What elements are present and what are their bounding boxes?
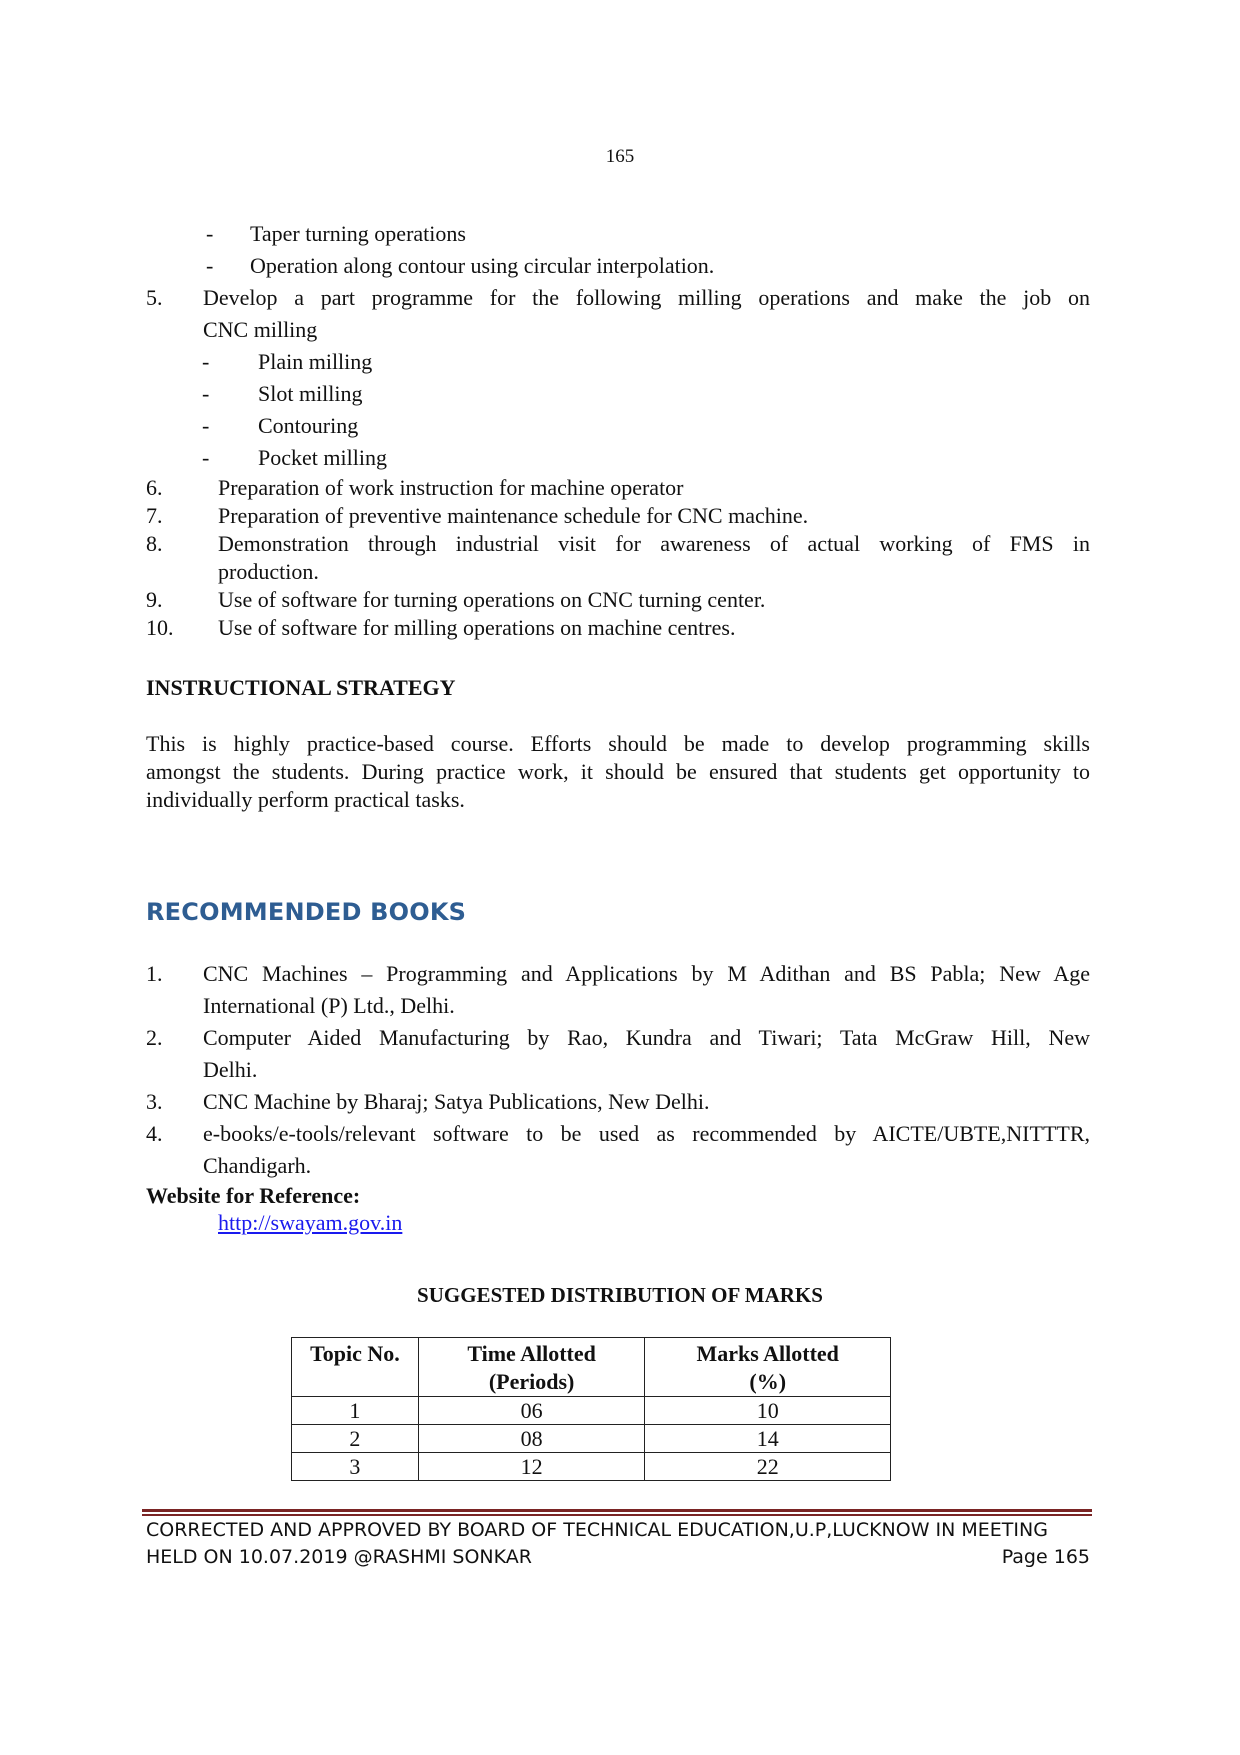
column-header-line: Time Allotted xyxy=(467,1341,596,1366)
website-link[interactable]: http://swayam.gov.in xyxy=(218,1210,403,1235)
list-item-text: Preparation of preventive maintenance schedule for CNC machine. xyxy=(218,503,809,528)
dash-item-text: Taper turning operations xyxy=(250,221,466,246)
list-item-5 xyxy=(146,282,1090,346)
dash-bullet: - xyxy=(206,221,214,246)
list-item-text: Demonstration through industrial visit for awareness of actual working of FMS in xyxy=(218,531,1090,556)
table-header-row xyxy=(292,1338,891,1397)
instructional-strategy-heading: INSTRUCTIONAL STRATEGY xyxy=(146,675,456,700)
numbered-list xyxy=(146,474,1090,642)
list-number: 4. xyxy=(146,1121,163,1146)
book-item xyxy=(146,1022,1090,1086)
book-text-cont: Chandigarh. xyxy=(203,1153,312,1178)
list-item xyxy=(146,530,1090,586)
table-cell: 08 xyxy=(418,1425,645,1453)
list-item-text: Use of software for turning operations on CNC turning center. xyxy=(218,587,766,612)
paragraph-line: individually perform practical tasks. xyxy=(146,787,465,812)
table-cell: 22 xyxy=(645,1453,891,1481)
list-item-text: Use of software for milling operations on machine centres. xyxy=(218,615,736,640)
column-header-line: Marks Allotted xyxy=(696,1341,839,1366)
table-cell: 2 xyxy=(292,1425,419,1453)
dash-item xyxy=(146,250,1090,282)
list-item xyxy=(146,614,1090,642)
book-item xyxy=(146,1118,1090,1182)
list-number: 3. xyxy=(146,1089,163,1114)
website-heading: Website for Reference: xyxy=(146,1183,361,1208)
list-number: 1. xyxy=(146,961,163,986)
list-number: 2. xyxy=(146,1025,163,1050)
list-number: 8. xyxy=(146,531,163,556)
list-item xyxy=(146,502,1090,530)
marks-table-title: SUGGESTED DISTRIBUTION OF MARKS xyxy=(417,1283,823,1307)
list-number: 9. xyxy=(146,587,163,612)
table-row xyxy=(292,1397,891,1425)
column-header xyxy=(418,1338,645,1397)
list-item-text-cont: CNC milling xyxy=(203,317,318,342)
dash-bullet: - xyxy=(202,349,210,374)
list-item xyxy=(146,474,1090,502)
footer-divider xyxy=(142,1509,1092,1512)
dash-bullet: - xyxy=(202,413,210,438)
column-header xyxy=(292,1338,419,1397)
list-number: 7. xyxy=(146,503,163,528)
sub-item xyxy=(146,442,1090,474)
sub-item-text: Pocket milling xyxy=(258,445,387,470)
table-cell: 10 xyxy=(645,1397,891,1425)
dash-bullet: - xyxy=(202,445,210,470)
book-text: e-books/e-tools/relevant software to be used as recommended by AICTE/UBTE,NITTTR, xyxy=(203,1121,1090,1146)
table-cell: 14 xyxy=(645,1425,891,1453)
instructional-paragraph xyxy=(146,730,1090,814)
sub-item-text: Slot milling xyxy=(258,381,363,406)
table-cell: 1 xyxy=(292,1397,419,1425)
column-header xyxy=(645,1338,891,1397)
marks-table xyxy=(291,1337,891,1481)
table-row xyxy=(292,1425,891,1453)
books-list xyxy=(146,958,1090,1182)
sub-item xyxy=(146,410,1090,442)
list-item-text: Develop a part programme for the following milling operations and make the job on xyxy=(203,285,1090,310)
sub-item-text: Plain milling xyxy=(258,349,373,374)
table-cell: 12 xyxy=(418,1453,645,1481)
footer-line: HELD ON 10.07.2019 @RASHMI SONKAR xyxy=(146,1546,532,1568)
dash-item xyxy=(146,218,1090,250)
book-text-cont: Delhi. xyxy=(203,1057,258,1082)
sub-item xyxy=(146,378,1090,410)
list-item xyxy=(146,586,1090,614)
book-text: Computer Aided Manufacturing by Rao, Kundra and Tiwari; Tata McGraw Hill, New xyxy=(203,1025,1090,1050)
list-number: 5. xyxy=(146,285,163,310)
book-text: CNC Machine by Bharaj; Satya Publications, New Delhi. xyxy=(203,1089,710,1114)
column-header-line: (Periods) xyxy=(488,1369,575,1394)
sub-item-text: Contouring xyxy=(258,413,359,438)
dash-bullet: - xyxy=(202,381,210,406)
page-footer xyxy=(146,1517,1090,1571)
paragraph-line: amongst the students. During practice work, it should be ensured that students get opportunity to xyxy=(146,759,1090,784)
list-item-text-cont: production. xyxy=(218,559,319,584)
sub-item xyxy=(146,346,1090,378)
book-item xyxy=(146,958,1090,1022)
recommended-books-heading: RECOMMENDED BOOKS xyxy=(146,898,467,926)
dash-item-text: Operation along contour using circular interpolation. xyxy=(250,253,715,278)
list-number: 10. xyxy=(146,615,174,640)
paragraph-line: This is highly practice-based course. Efforts should be made to develop programming skills xyxy=(146,731,1090,756)
list-number: 6. xyxy=(146,475,163,500)
table-cell: 3 xyxy=(292,1453,419,1481)
page-number: 165 xyxy=(605,146,635,167)
footer-page-label: Page 165 xyxy=(1001,1546,1090,1568)
book-item xyxy=(146,1086,1090,1118)
footer-line: CORRECTED AND APPROVED BY BOARD OF TECHNICAL EDUCATION,U.P,LUCKNOW IN MEETING xyxy=(146,1519,1048,1541)
column-header-line: Topic No. xyxy=(310,1341,400,1366)
dash-bullet: - xyxy=(206,253,214,278)
book-text: CNC Machines – Programming and Applications by M Adithan and BS Pabla; New Age xyxy=(203,961,1090,986)
page-content xyxy=(146,218,1090,1236)
book-text-cont: International (P) Ltd., Delhi. xyxy=(203,993,455,1018)
table-row xyxy=(292,1453,891,1481)
column-header-line: (%) xyxy=(749,1369,787,1394)
table-cell: 06 xyxy=(418,1397,645,1425)
footer-divider-thin xyxy=(142,1514,1092,1516)
list-item-text: Preparation of work instruction for machine operator xyxy=(218,475,684,500)
